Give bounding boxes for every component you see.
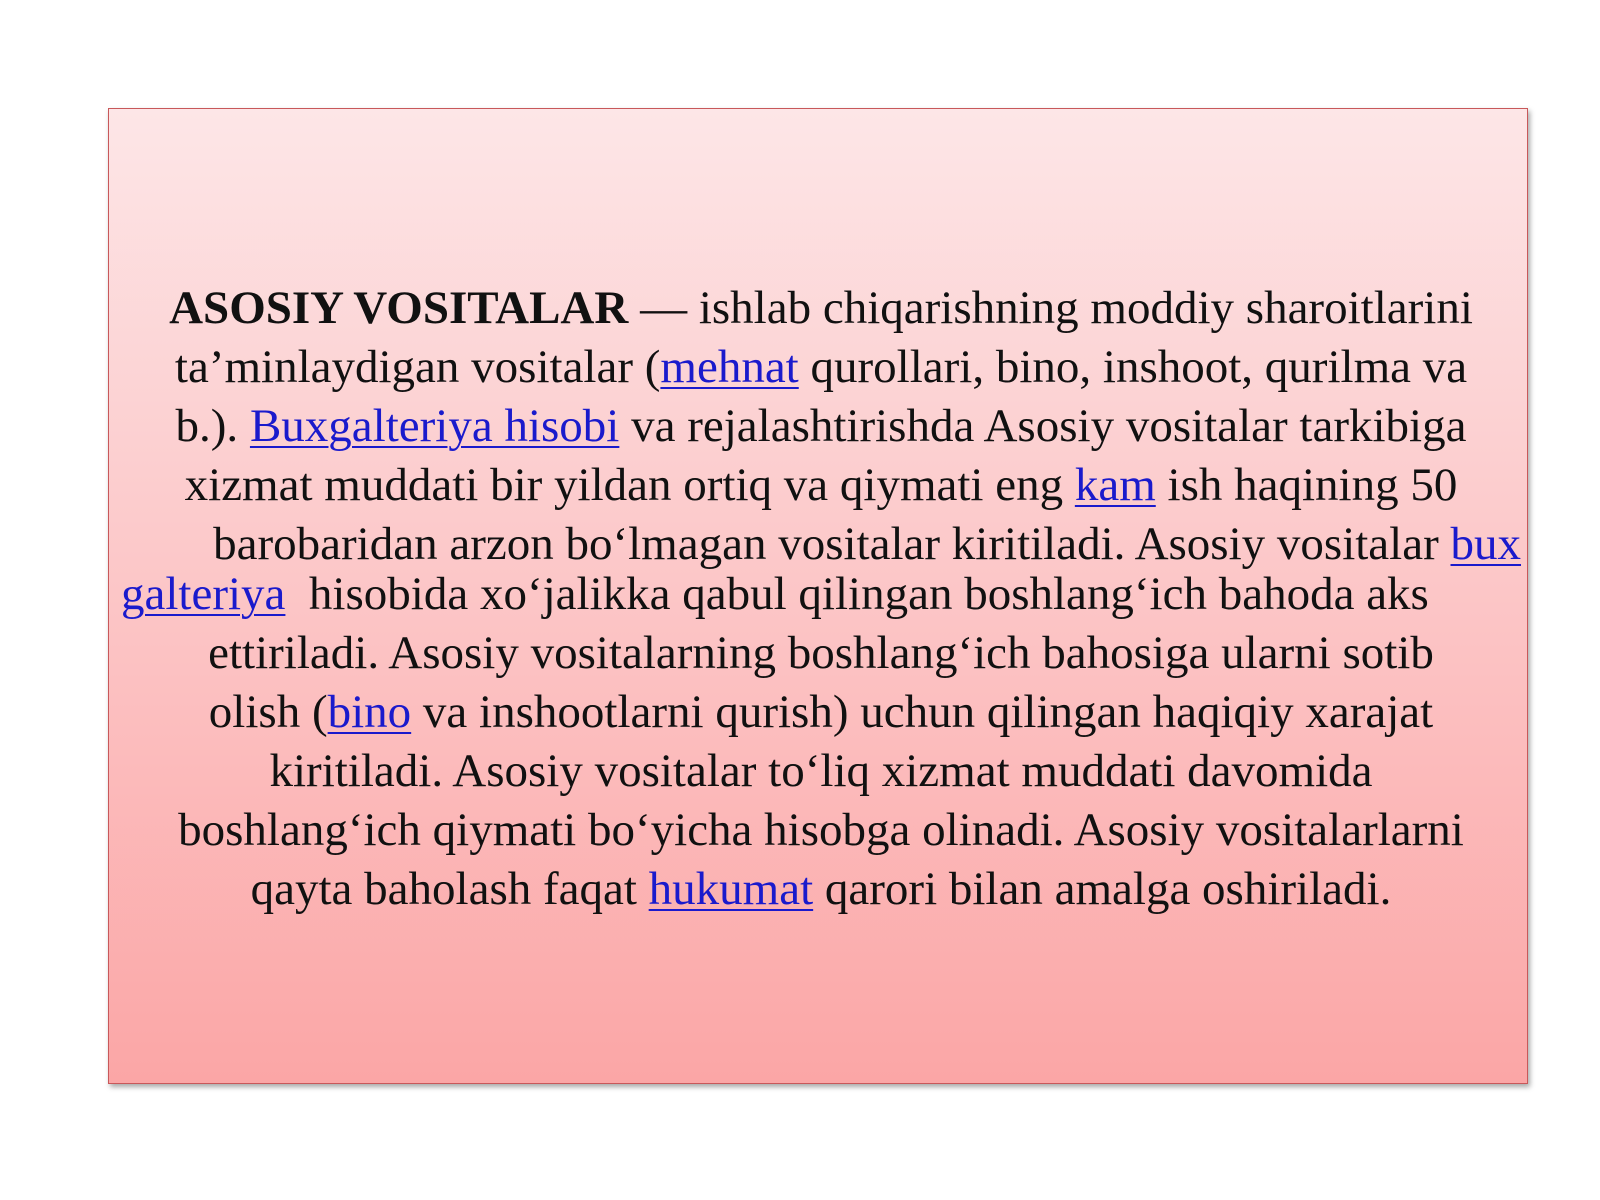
line-2-text-a: ta’minlaydigan vositalar (: [174, 341, 661, 393]
line-4-text-a: xizmat muddati bir yildan ortiq va qiymati eng: [184, 459, 1075, 511]
paragraph-line-10: boshlang‘ich qiymati bo‘yicha hisobga olinadi. Asosiy vositalarlarni: [178, 804, 1464, 856]
term-heading: ASOSIY VOSITALAR: [169, 282, 629, 334]
paragraph-line-4: [121, 456, 1521, 515]
paragraph-line-2: [121, 338, 1521, 397]
line-3-text-a: b.).: [175, 400, 250, 452]
paragraph-line-9: kiritiladi. Asosiy vositalar to‘liq xizmat muddati davomida: [269, 745, 1373, 797]
link-galteriya[interactable]: galteriya: [121, 568, 286, 620]
link-hukumat[interactable]: hukumat: [648, 863, 814, 915]
line-1-text: — ishlab chiqarishning moddiy sharoitlarini: [628, 282, 1473, 334]
line-3-text-b: va rejalashtirishda Asosiy vositalar tarkibiga: [619, 400, 1467, 452]
link-bino[interactable]: bino: [327, 686, 412, 738]
line-2-text-b: qurollari, bino, inshoot, qurilma va: [798, 341, 1468, 393]
link-mehnat[interactable]: mehnat: [660, 341, 799, 393]
paragraph-line-7: ettiriladi. Asosiy vositalarning boshlang‘ich bahosiga ularni sotib: [208, 627, 1434, 679]
line-6-text-b: hisobida xo‘jalikka qabul qilingan boshlang‘ich bahoda aks: [285, 568, 1429, 620]
line-8-text-b: va inshootlarni qurish) uchun qilingan haqiqiy xarajat: [411, 686, 1434, 738]
line-11-text-b: qarori bilan amalga oshiriladi.: [813, 863, 1392, 915]
line-4-text-b: ish haqining 50: [1155, 459, 1458, 511]
line-8-text-a: olish (: [208, 686, 328, 738]
content-card: [108, 108, 1528, 1084]
link-kam[interactable]: kam: [1074, 459, 1156, 511]
paragraph-line-5: [121, 515, 1521, 570]
link-bux[interactable]: bux: [1450, 518, 1521, 570]
line-11-text-a: qayta baholash faqat: [250, 863, 649, 915]
paragraph-line-6: [121, 565, 1521, 624]
paragraph-line-3: [121, 397, 1521, 456]
line-5-text-a: barobaridan arzon bo‘lmagan vositalar kiritiladi. Asosiy vositalar: [213, 518, 1451, 570]
paragraph-line-1: [121, 279, 1521, 338]
link-buxgalteriya-hisobi[interactable]: Buxgalteriya hisobi: [249, 400, 620, 452]
definition-paragraph: [121, 279, 1521, 919]
paragraph-line-11: [121, 860, 1521, 919]
paragraph-line-8: [121, 683, 1521, 742]
